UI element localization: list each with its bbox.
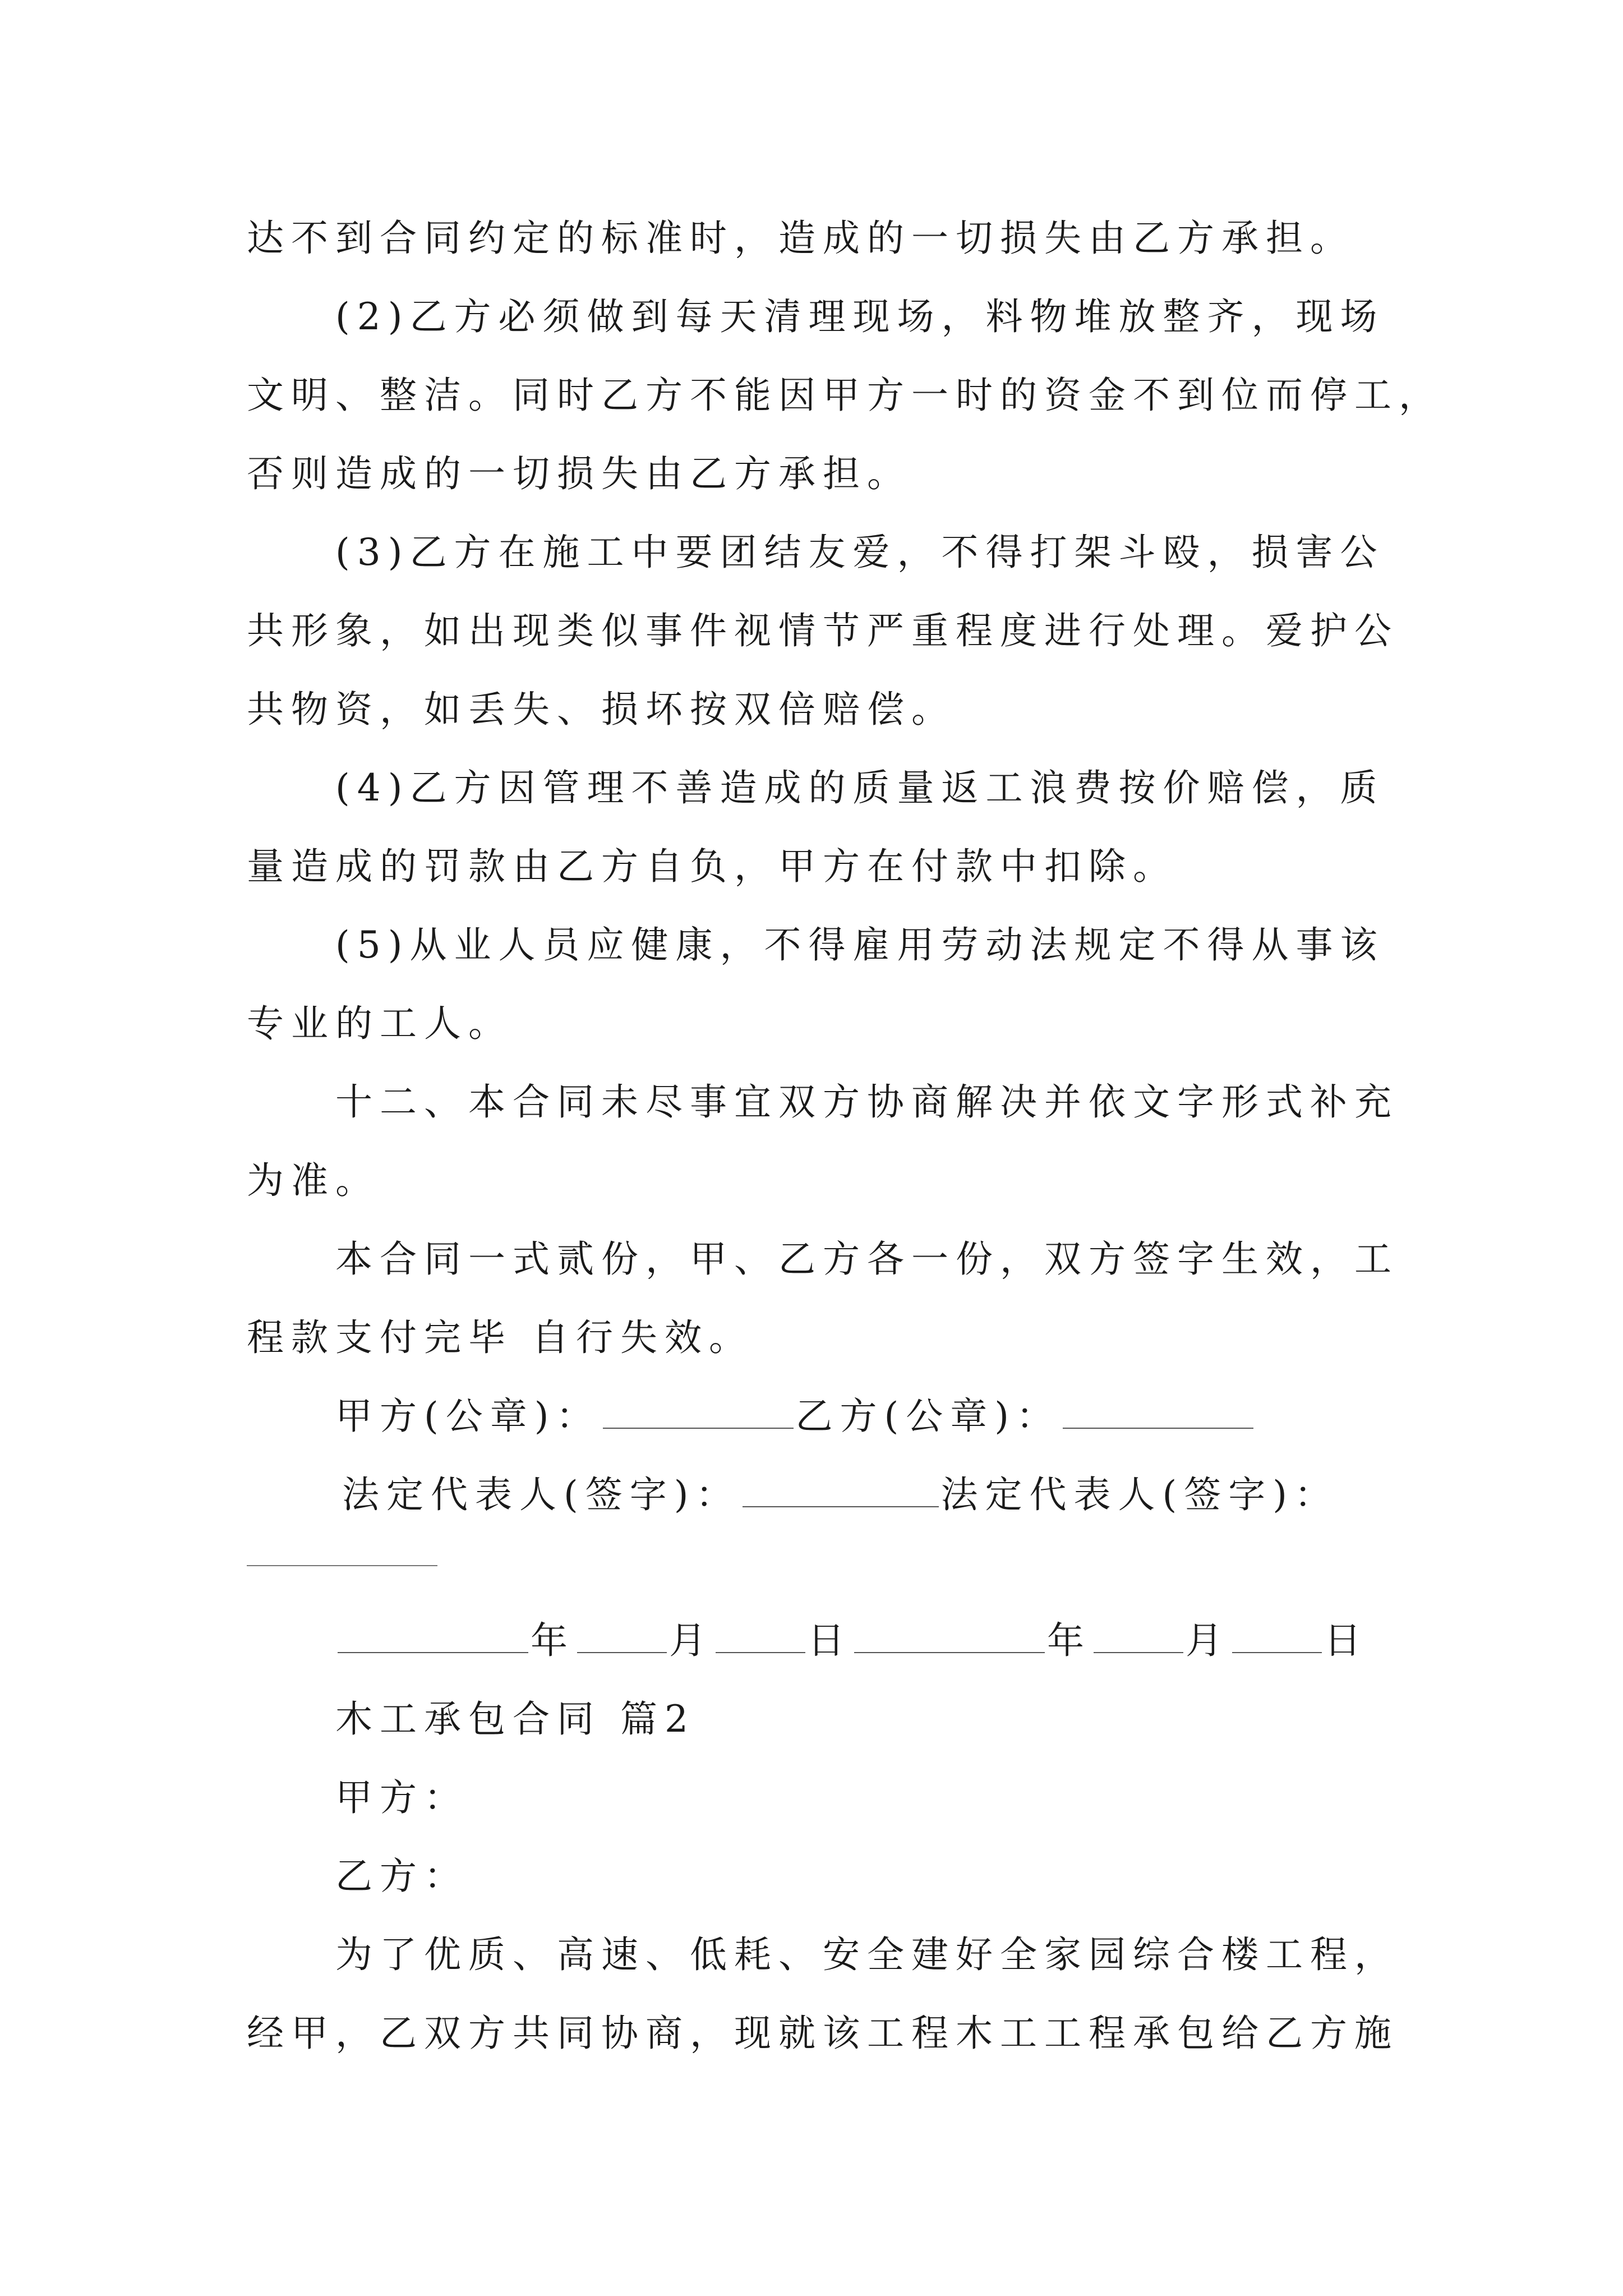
party-a-seal-field[interactable] — [603, 1395, 794, 1429]
paragraph-line: 共物资，如丢失、损坏按双倍赔偿。 — [247, 688, 956, 731]
party-b-rep-field[interactable] — [247, 1565, 437, 1566]
paragraph-line: 专业的工人。 — [247, 1002, 513, 1045]
seal-row — [335, 1391, 1256, 1442]
date-a-year-field[interactable] — [338, 1619, 528, 1653]
paragraph-line: 达不到合同约定的标准时，造成的一切损失由乙方承担。 — [247, 217, 1354, 260]
paragraph-line: 文明、整洁。同时乙方不能因甲方一时的资金不到位而停工， — [247, 374, 1443, 417]
year-label: 年 — [531, 1619, 575, 1662]
intro-line: 经甲，乙双方共同协商，现就该工程木工工程承包给乙方施 — [247, 2012, 1399, 2055]
paragraph-line: 共形象，如出现类似事件视情节严重程度进行处理。爱护公 — [247, 609, 1399, 652]
party-b-label: 乙方： — [335, 1855, 468, 1898]
clause-3-line: (3)乙方在施工中要团结友爱，不得打架斗殴，损害公 — [335, 531, 1385, 574]
day-label: 日 — [808, 1619, 852, 1662]
section-title: 木工承包合同 篇2 — [335, 1697, 695, 1741]
party-b-seal-label: 乙方(公章)： — [795, 1395, 1061, 1438]
day-label: 日 — [1324, 1619, 1368, 1662]
clause-5-line: (5)从业人员应健康，不得雇用劳动法规定不得从事该 — [335, 923, 1385, 967]
paragraph-line: 量造成的罚款由乙方自负，甲方在付款中扣除。 — [247, 845, 1177, 888]
month-label: 月 — [1186, 1619, 1230, 1662]
year-label: 年 — [1047, 1619, 1091, 1662]
date-a-day-field[interactable] — [716, 1619, 805, 1653]
date-row — [335, 1616, 1368, 1666]
party-b-seal-field[interactable] — [1063, 1395, 1253, 1429]
party-a-label: 甲方： — [335, 1776, 468, 1819]
party-a-seal-label: 甲方(公章)： — [335, 1395, 601, 1438]
paragraph-line: 程款支付完毕 自行失效。 — [247, 1316, 753, 1359]
clause-2-line: (2)乙方必须做到每天清理现场，料物堆放整齐，现场 — [335, 295, 1385, 338]
date-b-day-field[interactable] — [1232, 1619, 1322, 1653]
representative-row — [342, 1470, 1339, 1520]
party-a-rep-label: 法定代表人(签字)： — [342, 1473, 740, 1516]
clause-12-line: 十二、本合同未尽事宜双方协商解决并依文字形式补充 — [335, 1080, 1399, 1124]
date-a-month-field[interactable] — [577, 1619, 667, 1653]
date-b-month-field[interactable] — [1094, 1619, 1183, 1653]
party-b-rep-label: 法定代表人(签字)： — [940, 1473, 1339, 1516]
party-a-rep-field[interactable] — [743, 1474, 939, 1507]
paragraph-line: 为准。 — [247, 1159, 380, 1202]
month-label: 月 — [669, 1619, 713, 1662]
clause-4-line: (4)乙方因管理不善造成的质量返工浪费按价赔偿，质 — [335, 766, 1385, 809]
date-b-year-field[interactable] — [854, 1619, 1045, 1653]
paragraph-line: 否则造成的一切损失由乙方承担。 — [247, 452, 911, 495]
copies-line: 本合同一式贰份，甲、乙方各一份，双方签字生效，工 — [335, 1237, 1399, 1281]
intro-line: 为了优质、高速、低耗、安全建好全家园综合楼工程， — [335, 1933, 1399, 1976]
